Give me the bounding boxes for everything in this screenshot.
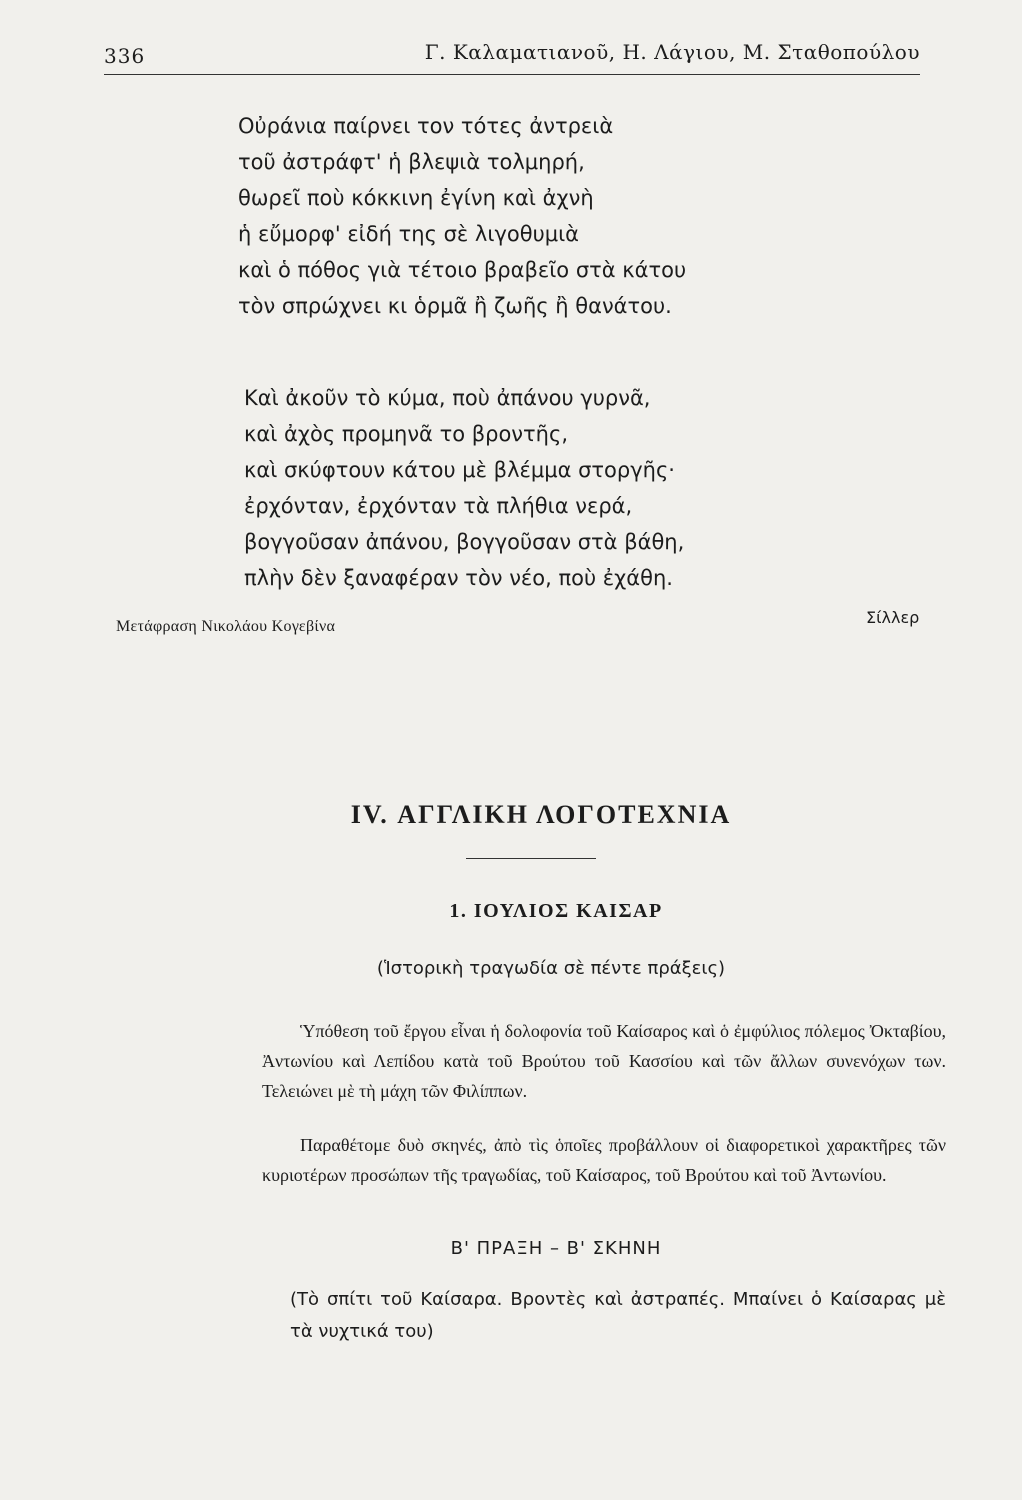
intro-paragraph: Παραθέτομε δυὸ σκηνές, ἀπὸ τὶς ὁποῖες προβάλλουν οἱ διαφορετικοὶ χαρακτῆρες τῶν κυριοτέρων προσώπων τῆς τραγωδίας, τοῦ Καίσαρος, τοῦ Βρούτου καὶ τοῦ Ἀντωνίου. [262,1135,946,1185]
running-title: Γ. Καλαματιανοῦ, Η. Λάγιου, Μ. Σταθοπούλου [424,40,920,64]
running-head [104,40,920,75]
work-subtitle: (Ἱστορικὴ τραγωδία σὲ πέντε πράξεις) [376,958,726,979]
translator-credit: Μετάφραση Νικολάου Κογεβίνα [116,618,336,635]
poem-author: Σίλλερ [866,608,920,627]
divider-rule [466,858,596,859]
page-number: 336 [104,44,146,68]
summary-paragraph: Ὑπόθεση τοῦ ἔργου εἶναι ἡ δολοφονία τοῦ Καίσαρος καὶ ὁ ἐμφύλιος πόλεμος Ὀκταβίου, Ἀντωνίου καὶ Λεπίδου κατὰ τοῦ Βρούτου τοῦ Κασσίου καὶ τῶν ἄλλων συνενόχων των. Τελειώνει μὲ τὴ μάχη τῶν Φιλίππων. [262,1021,946,1101]
stage-direction: (Τὸ σπίτι τοῦ Καίσαρα. Βροντὲς καὶ ἀστραπές. Μπαίνει ὁ Καίσαρας μὲ τὰ νυχτικά του) [290,1289,946,1342]
verse-line: καὶ ἀχὸς προμηνᾶ το βροντῆς, [244,422,568,446]
verse-line: πλὴν δὲν ξαναφέραν τὸν νέο, ποὺ ἐχάθη. [244,566,673,590]
poem-stanza-1 [238,108,686,324]
scene-heading: Β' ΠΡΑΞΗ – Β' ΣΚΗΝΗ [450,1238,662,1259]
verse-line: ἐρχόνταν, ἐρχόνταν τὰ πλήθια νερά, [244,494,633,518]
verse-line: Καὶ ἀκοῦν τὸ κύμα, ποὺ ἀπάνου γυρνᾶ, [244,386,651,410]
verse-line: βογγοῦσαν ἀπάνου, βογγοῦσαν στὰ βάθη, [244,530,685,554]
section-heading: IV. ΑΓΓΛΙΚΗ ΛΟΓΟΤΕΧΝΙΑ [350,800,732,829]
verse-line: καὶ ὁ πόθος γιὰ τέτοιο βραβεῖο στὰ κάτου [238,258,687,282]
verse-line: τὸν σπρώχνει κι ὁρμᾶ ἢ ζωῆς ἢ θανάτου. [238,294,672,318]
verse-line: τοῦ ἀστράφτ' ἡ βλεψιὰ τολμηρή, [238,150,585,174]
work-title: 1. ΙΟΥΛΙΟΣ ΚΑΙΣΑΡ [449,900,663,922]
verse-line: ἡ εὔμορφ' εἰδή της σὲ λιγοθυμιὰ [238,222,580,246]
poem-stanza-2 [244,380,684,596]
verse-line: θωρεῖ ποὺ κόκκινη ἐγίνη καὶ ἀχνὴ [238,186,594,210]
verse-line: Οὐράνια παίρνει τον τότες ἀντρειὰ [238,114,614,138]
verse-line: καὶ σκύφτουν κάτου μὲ βλέμμα στοργῆς· [244,458,675,482]
